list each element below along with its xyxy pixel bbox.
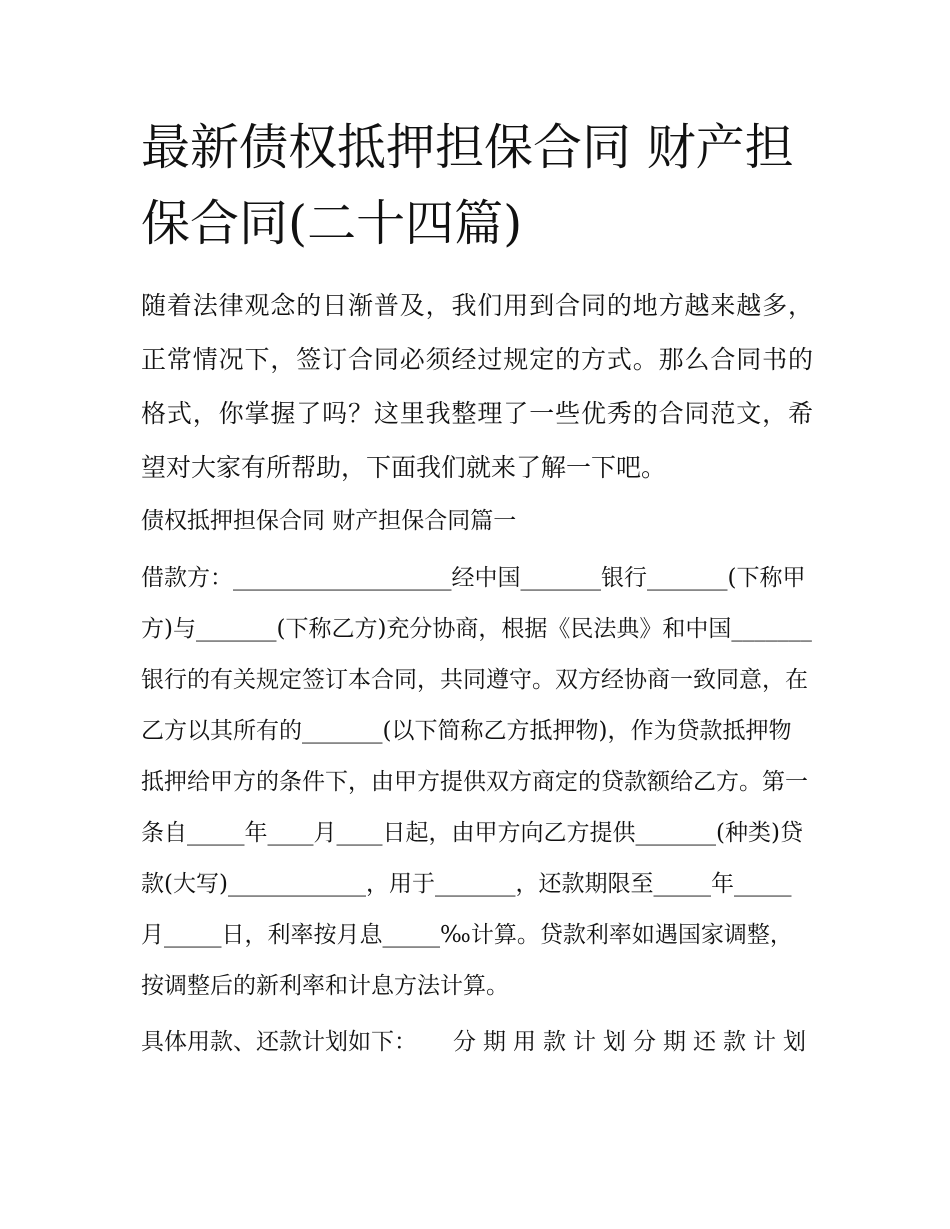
document-page bbox=[141, 110, 813, 1068]
payment-plan-columns: 分期用款计划分期还款计划 bbox=[453, 1029, 813, 1055]
contract-body-paragraph: 借款方：___________________经中国_______银行_______(下称甲方)与_______(下称乙方)充分协商，根据《民法典》和中国_______银行的有关规定签订本合同，共同遵守。双方经协商一致同意，在乙方以其所有的_______(以下简称乙方抵押物)，作为贷款抵押物抵押给甲方的条件下，由甲方提供双方商定的贷款额给乙方。第一条自_____年____月____日起，由甲方向乙方提供_______(种类)贷款(大写)____________，用于_______，还款期限至_____年_____月_____日，利率按月息_____‰计算。贷款利率如遇国家调整，按调整后的新利率和计息方法计算。 bbox=[141, 565, 812, 999]
payment-plan-line bbox=[141, 1017, 813, 1068]
document-title: 最新债权抵押担保合同 财产担保合同(二十四篇) bbox=[141, 119, 794, 252]
payment-plan-label: 具体用款、还款计划如下： bbox=[141, 1029, 417, 1055]
section-heading: 债权抵押担保合同 财产担保合同篇一 bbox=[141, 508, 517, 534]
intro-paragraph: 随着法律观念的日渐普及，我们用到合同的地方越来越多，正常情况下，签订合同必须经过规定的方式。那么合同书的格式，你掌握了吗？这里我整理了一些优秀的合同范文，希望对大家有所帮助，下面我们就来了解一下吧。 bbox=[141, 291, 813, 482]
